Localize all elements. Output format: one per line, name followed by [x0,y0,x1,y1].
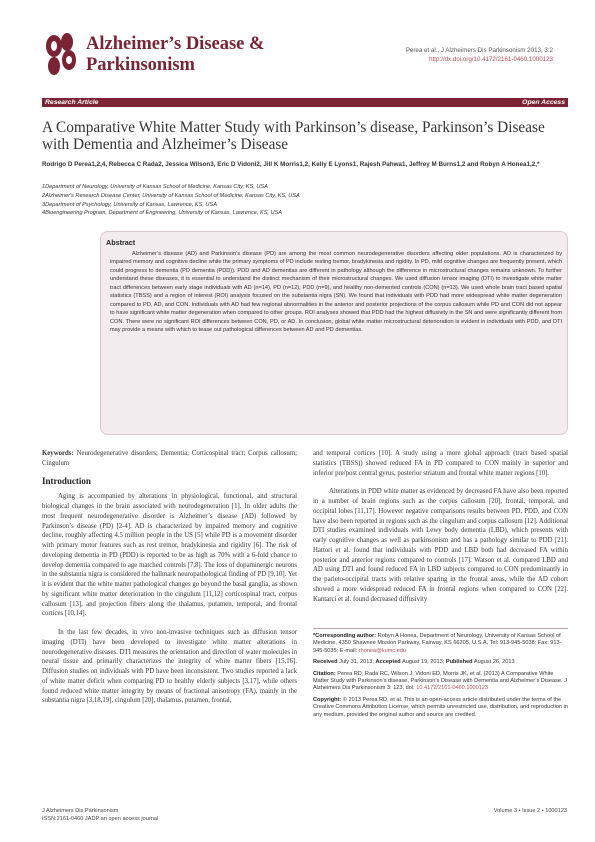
header-band [42,98,568,107]
accepted-date: August 19, 2013; [401,659,445,666]
footnote-box [313,628,568,723]
corresponding-label: *Corresponding author: [313,633,377,639]
citation-text: Perea RD, Rada RC, Wilson J, Vidoni ED, Morris JK, et al. (2013) A Comparative White Matter Study with Parkinson’s disease, Parkinson’s Disease with Dementia and Alzheimer’s Disease. J Alzheimers Dis Parkinsonism 3: 123. doi: [313,670,567,692]
corresponding-author-note [313,633,568,655]
citation-note [313,671,568,693]
accepted-label: Accepted [375,659,401,666]
affiliation-item: 1Department of Neurology, University of Kansas School of Medicine, Kansas City, KS, USA [42,184,268,190]
footer-journal-info [42,808,158,824]
copyright-label: Copyright: [313,696,342,703]
author-list: Rodrigo D Perea1,2,4, Rebecca C Rada2, Jessica Wilson3, Eric D Vidoni2, Jill K Morris1,2, Kelly E Lyons1, Rajesh Pahwa1, Jeffrey M Burns1,2 and Robyn A Honea1,2,* [42,161,540,168]
affiliation-list [42,183,567,218]
footer-volume: Volume 3 • Issue 2 • 1000123 [493,808,567,814]
citation-doi-link[interactable]: 10.4172/2161-0460.1000123 [416,685,489,692]
affiliation-item: 4Bioengineering Program, Department of Engineering, University of Kansas, Lawrence, KS, USA [42,210,283,217]
body-paragraph: Aging is accompanied by alterations in physiological, functional, and structural biological changes in the brain associated with neurodegeneration [1]. In older adults the most frequent neurodegenerative disorder is Alzheimer’s disease (AD) followed by Parkinson’s disease (PD) [2-4]. AD is characterized by impaired memory and cognitive decline, roughly affecting 4.5 million people in the US [5] while PD is a movement disorder with primary motor features such as rest tremor, bradykinesia and rigidity [6]. The risk of developing dementia in PD (PDD) is reported to be as high as 70% with a 6-fold chance to develop dementia compared to age matched controls [7,8]. The loss of dopaminergic neurons in the substantia nigra is considered the hallmark neuropathological finding of PD [9,10]. Yet it is evident that the white matter pathological changes go beyond the basal ganglia, as shown by significant white matter deterioration in the cingulum [11,12] corticospinal tract, corpus callosum [13], and projection fibers along the thalamus, putamen, temporal, and frontal cortices [10,14]. [42,493,297,618]
body-paragraph: Alterations in PDD white matter as evidenced by decreased FA have also been reported in a number of brain regions such as the corpus callosum [20], frontal, temporal, and occipital lobes [11,17]. However negative comparisons results between PD, PDD, and CON have also been reported in regions such as the cingulum and corpus callosum [12]. Additional DTI studies examined individuals with Lewy body dementia (LBD), which presents with early cognitive changes as well as parkinsonism and has a pathology similar to PDD [21]. Hattori et al. found that individuals with PDD and LBD both had decreased FA within posterior and anterior regions compared to controls [17]. Watson et al. compared LBD and AD using DTI and found reduced FA in LBD subjects compared to CON predominantly in the parieto-occipital tracts with relative sparing in the frontal areas, while the AD cohort showed a more widespread reduced FA in frontal regions when compared to CON [22]. Kantarci et al. found decreased diffusivity [313,488,568,603]
body-paragraph: and temporal cortices [10]. A study using a more global approach (tract based spatial statistics (TBSS)) showed reduced FA in PD compared to CON mainly in superior and inferior pre/post central gyrus, posterior striatum and frontal white matter regions [10]. [313,450,568,477]
journal-logo [42,30,78,78]
email-link[interactable]: rhonea@kumc.edu [358,647,407,654]
abstract-box [100,231,568,435]
citation-line: Perea et al., J Alzheimers Dis Parkinsonism 2013, 3:2 [405,47,553,54]
body-paragraph: In the last few decades, in vivo non-invasive techniques such as diffusion tensor imaging (DTI) have been developed to investigate white matter alterations in neurodegenerative diseases. DTI measures the orientation and direction of water molecules in neural tissue and primarily characterizes the integrity of white matter fibers [15,16]. Diffusion studies on individuals with PD have been inconsistent. Two studies reported a lack of white matter deficit when comparing PD to healthy elderly subjects [3,17], while others found reduced white matter integrity by means of fractional anisotropy (FA), mainly in the substantia nigra [3,18,19], cingulum [20], thalamus, putamen, frontal, [42,629,297,705]
affiliation-item: 3Department of Psychology, University of Kansas, Lawrence, KS, USA [42,201,217,208]
keywords [42,449,297,469]
published-date: August 26, 2013 [473,659,515,666]
body-column-left [42,449,297,706]
body-column-right [313,449,568,604]
published-label: Published [445,659,473,666]
keywords-text: Neurodegenerative disorders; Dementia; Corticospinal tract; Corpus callosum; Cingulum [42,450,298,467]
abstract-heading: Abstract [106,238,136,247]
keywords-label: Keywords: [42,450,74,457]
open-access-label: Open Access [522,99,565,106]
doi-link[interactable]: http://dx.doi.org/10.4172/2161-0460.1000123 [429,56,553,63]
citation-label: Citation: [313,670,336,677]
article-type-label: Research Article [45,99,99,106]
footer-journal: J Alzheimers Dis Parkinsonism [42,808,119,814]
abstract-text: Alzheimer’s disease (AD) and Parkinson’s disease (PD) are among the most common neurodegenerative disorders affecting older populations. AD is characterized by impaired memory and cognitive decline while the primary symptoms of PD include resting tremor, bradykinesia and rigidity. In PD, mild cognitive changes are frequently present, which could progress to dementia (PD dementia (PDD)). PDD and AD dementias are different in pathology although the difference in microstructural changes remains unknown. To further understand these diseases, it is essential to understand the distinct mechanism of their microstructural changes. We used diffusion tensor imaging (DTI) to investigate white matter tract differences between early stage individuals with AD (n=14), PD (n=12), PDD (n=9), and healthy non-demented controls (CON) (n=13). We used whole brain tract based spatial statistics (TBSS) and a region of interest (ROI) analysis focused on the substantia nigra (SN). We found that individuals with PDD had more widespread white matter degeneration compared to PD, AD, and CON. Individuals with AD had few regional abnormalities in the anterior and posterior projections of the corpus callosum while PD and CON did not appear to have significant white matter degeneration when compared to other groups. ROI analyses showed that PDD had the highest diffusivity in the SN and were significantly different from CON. There were no significant ROI differences between CON, PD, or AD. In conclusion, global white matter microstructural deterioration is evident in individuals with PDD, and DTI may provide a means with which to tease out pathological differences between AD and PD dementias. [110,251,562,334]
dates-note [313,659,568,666]
affiliation-item: 2Alzheimer's Research Disease Center, University of Kansas School of Medicine, Kansas City, KS, USA [42,192,300,199]
copyright-note [313,697,568,719]
section-heading-introduction: Introduction [42,475,91,486]
footer-issn: ISSN:2161-0460 JADP an open access journal [42,815,159,822]
copyright-text: © 2013 Perea RD, et al. This is an open-access article distributed under the terms of the Creative Commons Attribution License, which permits unrestricted use, distribution, and reproduction in any medium, provided the original author and source are credited. [313,696,568,718]
journal-name: Alzheimer’s Disease & Parkinsonism [86,34,265,75]
corresponding-text: Robyn A Honea, Department of Neurology, University of Kansas School of Medicine, 4350 Shawnee Mission Parkway, Fairway, KS 66205, U.S.A, Tel: 913-945-5038; Fax: 913-945-5035; E-mail: [313,633,562,654]
received-date: July 31, 2013; [339,659,374,666]
received-label: Received [313,659,338,666]
article-title: A Comparative White Matter Study with Parkinson’s disease, Parkinson’s Disease with Dementia and Alzheimer’s Disease [42,119,545,153]
